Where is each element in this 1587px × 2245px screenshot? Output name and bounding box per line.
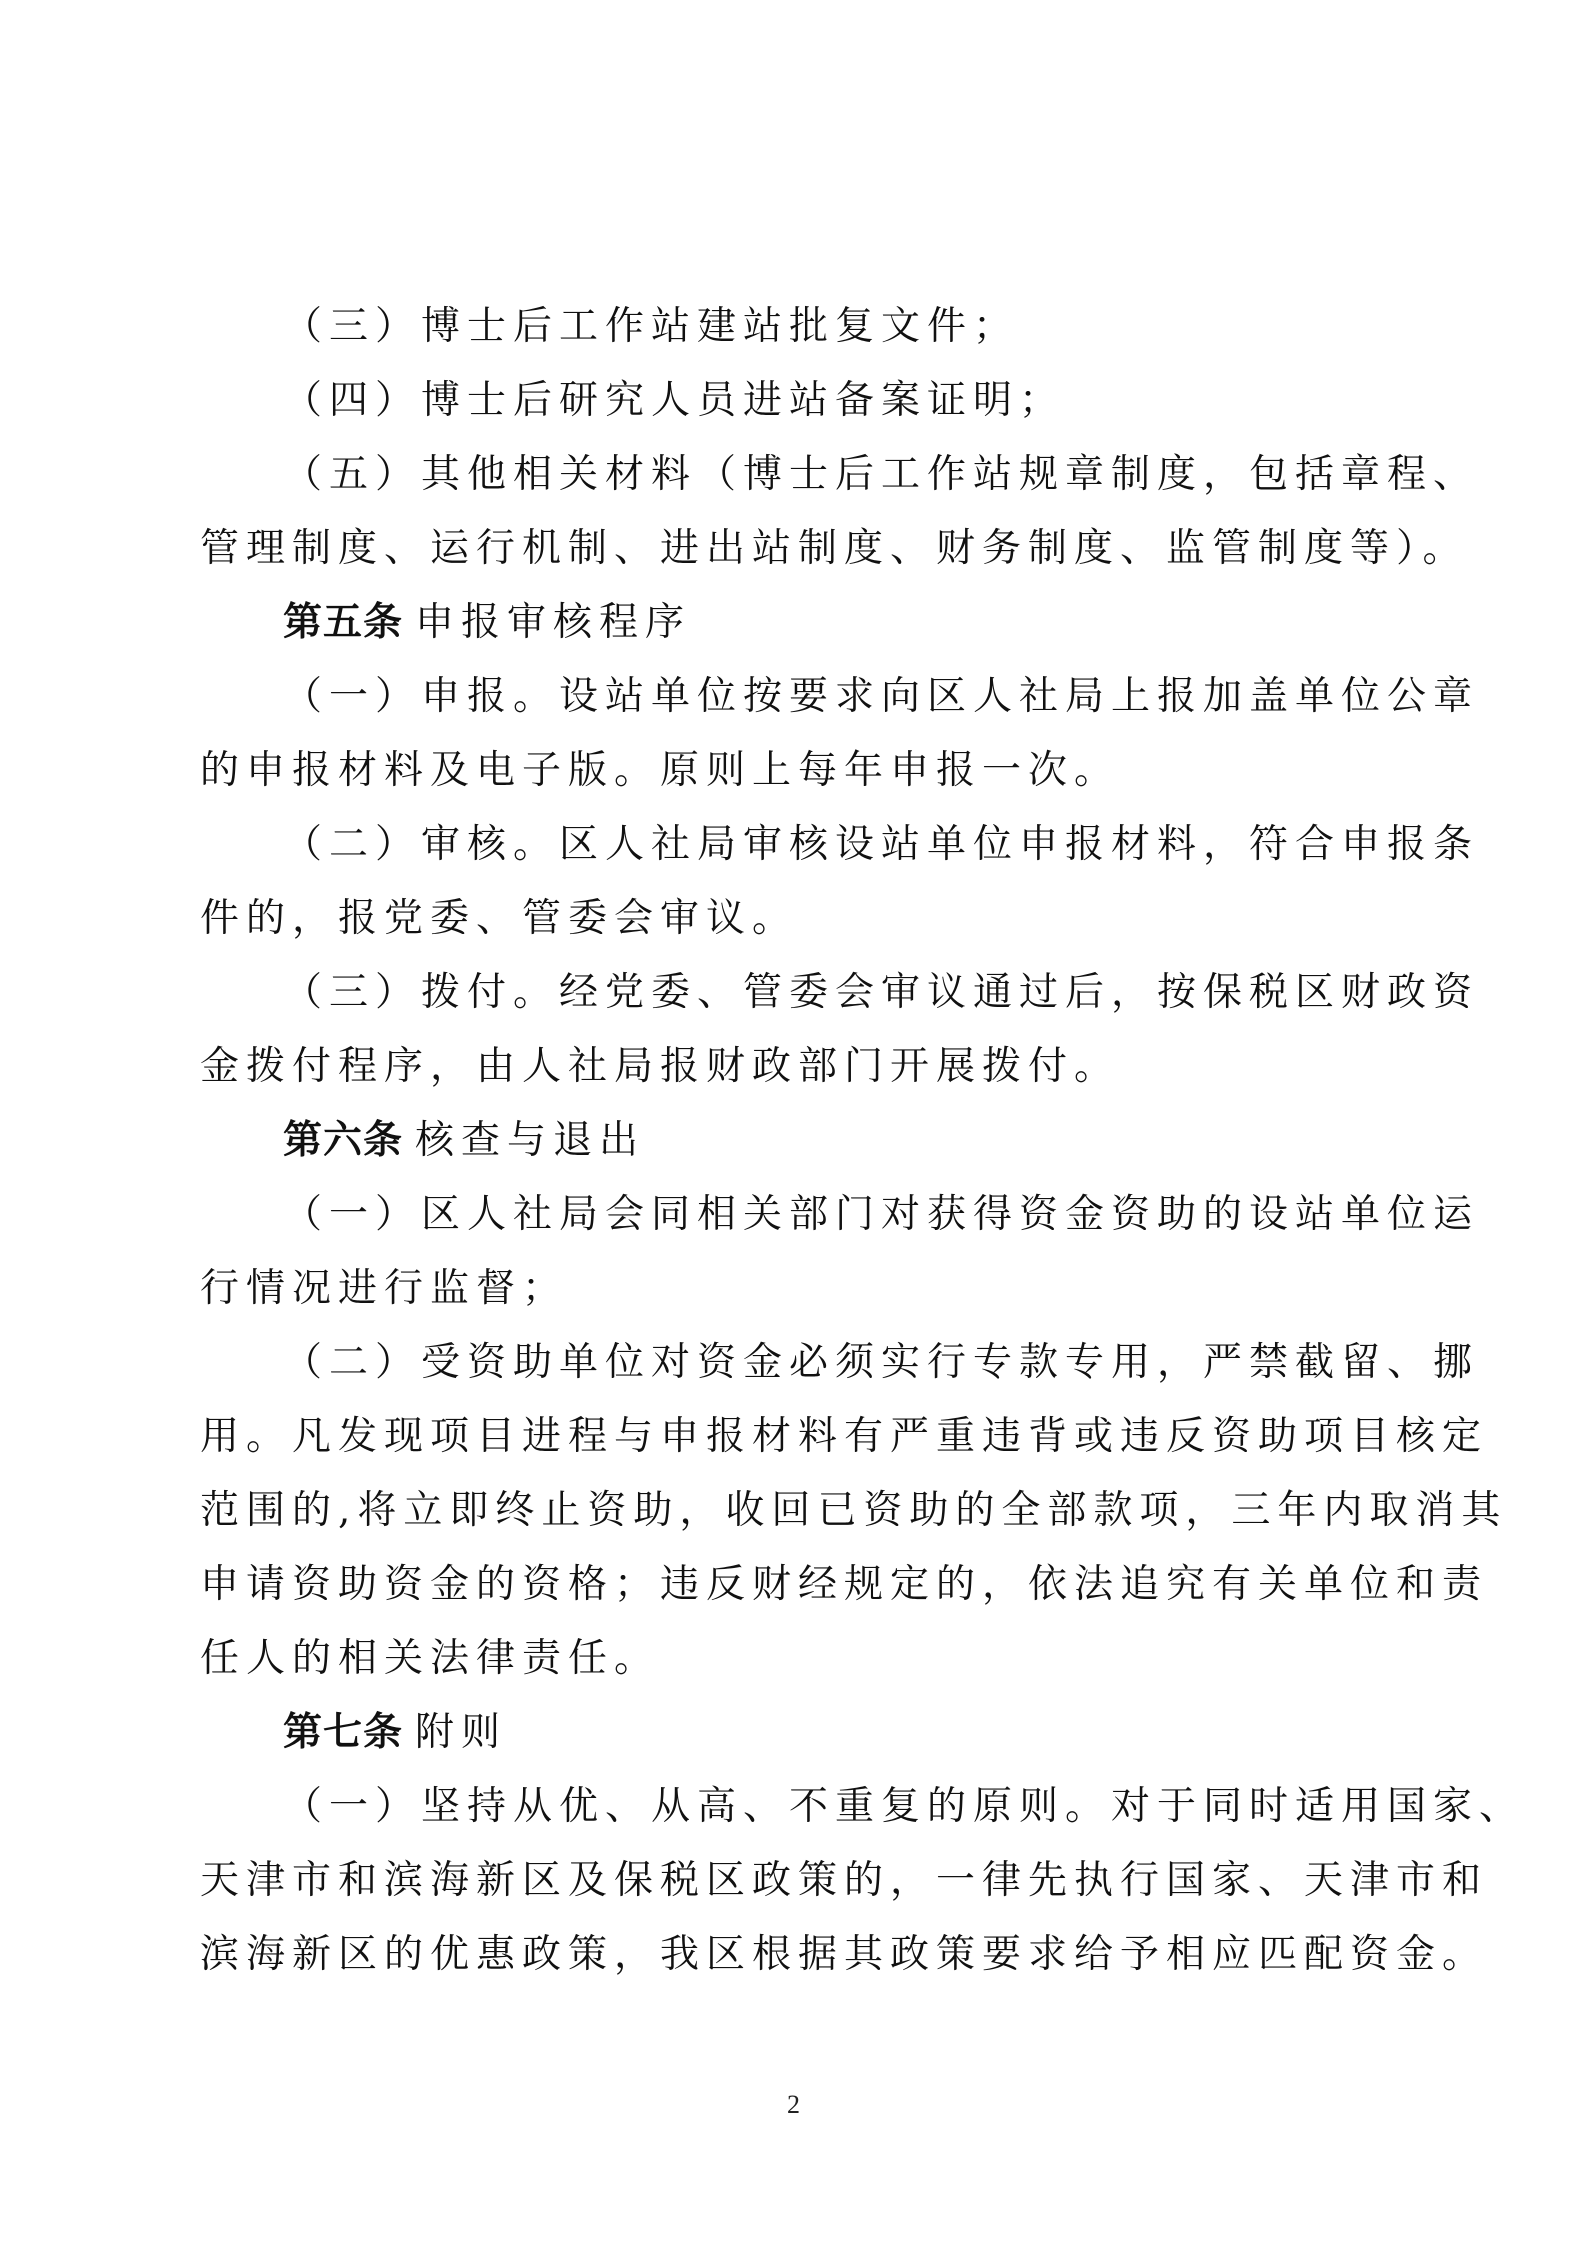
text-line: 管理制度、运行机制、进出站制度、财务制度、监管制度等）。 bbox=[200, 526, 1469, 571]
article-heading bbox=[200, 586, 1390, 660]
text-line: （一）区人社局会同相关部门对获得资金资助的设站单位运 bbox=[283, 1192, 1480, 1237]
text-line: 天津市和滨海新区及保税区政策的，一律先执行国家、天津市和 bbox=[200, 1858, 1489, 1903]
text-line: （一）申报。设站单位按要求向区人社局上报加盖单位公章 bbox=[283, 674, 1480, 719]
text-line: 件的，报党委、管委会审议。 bbox=[200, 896, 799, 941]
article-heading bbox=[200, 1696, 1390, 1770]
article-title: 申报审核程序 bbox=[415, 600, 692, 645]
text-line: （二）受资助单位对资金必须实行专款专用，严禁截留、挪 bbox=[283, 1340, 1480, 1385]
text-line: （四）博士后研究人员进站备案证明； bbox=[283, 378, 1066, 423]
article-number: 第五条 bbox=[283, 600, 404, 645]
text-line: （一）坚持从优、从高、不重复的原则。对于同时适用国家、 bbox=[283, 1784, 1526, 1829]
text-line: 的申报材料及电子版。原则上每年申报一次。 bbox=[200, 748, 1121, 793]
text-line: 行情况进行监督； bbox=[200, 1266, 569, 1311]
article-number: 第七条 bbox=[283, 1710, 404, 1755]
document-body bbox=[200, 290, 1526, 1992]
article-title: 核查与退出 bbox=[415, 1118, 646, 1163]
text-line: （五）其他相关材料（博士后工作站规章制度，包括章程、 bbox=[283, 452, 1480, 497]
text-line: 金拨付程序，由人社局报财政部门开展拨付。 bbox=[200, 1044, 1121, 1089]
text-line: （三）博士后工作站建站批复文件； bbox=[283, 304, 1020, 349]
text-line: 申请资助资金的资格；违反财经规定的，依法追究有关单位和责 bbox=[200, 1562, 1489, 1607]
text-line: （二）审核。区人社局审核设站单位申报材料，符合申报条 bbox=[283, 822, 1480, 867]
text-line: 任人的相关法律责任。 bbox=[200, 1636, 661, 1681]
article-number: 第六条 bbox=[283, 1118, 404, 1163]
text-line: 滨海新区的优惠政策，我区根据其政策要求给予相应匹配资金。 bbox=[200, 1932, 1489, 1977]
page-number: 2 bbox=[787, 2090, 800, 2119]
text-line: （三）拨付。经党委、管委会审议通过后，按保税区财政资 bbox=[283, 970, 1480, 1015]
article-heading bbox=[200, 1104, 1390, 1178]
article-title: 附则 bbox=[415, 1710, 508, 1755]
text-line: 范围的,将立即终止资助，收回已资助的全部款项，三年内取消其 bbox=[200, 1488, 1508, 1533]
text-line: 用。凡发现项目进程与申报材料有严重违背或违反资助项目核定 bbox=[200, 1414, 1489, 1459]
